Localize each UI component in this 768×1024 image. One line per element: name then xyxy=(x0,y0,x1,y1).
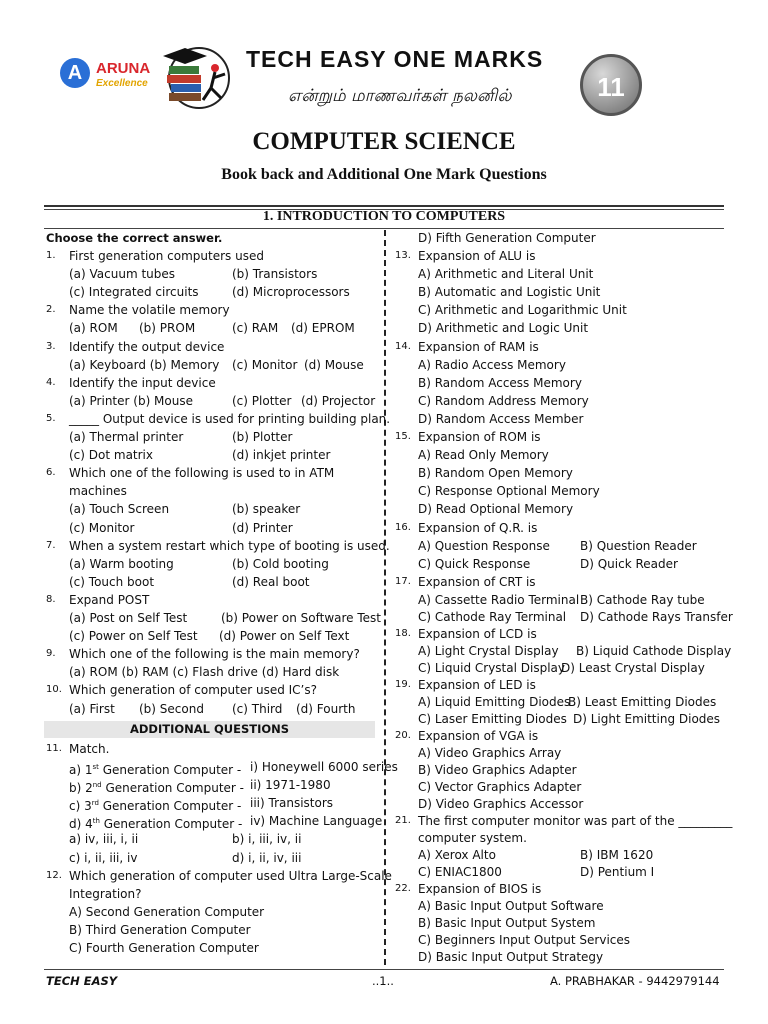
question-number: 19. xyxy=(395,678,411,690)
option: (c) Power on Self Test xyxy=(69,629,198,644)
option: (c) Monitor xyxy=(232,357,298,372)
ordinal-suffix: st xyxy=(92,763,99,772)
option: C) Cathode Ray Terminal xyxy=(418,609,567,624)
option: (a) Vacuum tubes xyxy=(69,267,176,282)
option: B) Random Open Memory xyxy=(418,466,573,481)
question-text: Which generation of computer used IC’s? xyxy=(69,683,317,698)
option: (a) Touch Screen xyxy=(69,502,170,517)
question-text: _____ Output device is used for printing building plan. xyxy=(69,411,391,426)
question xyxy=(395,573,725,591)
section-title: 1. INTRODUCTION TO COMPUTERS xyxy=(262,209,506,224)
footer-divider xyxy=(44,969,724,970)
option: D) Random Access Member xyxy=(418,411,584,426)
question xyxy=(46,464,376,482)
question-text: Name the volatile memory xyxy=(69,303,230,318)
question-number: 17. xyxy=(395,575,411,587)
question-number: 20. xyxy=(395,729,411,741)
question-text: Identify the input device xyxy=(69,375,216,390)
option: D) Fifth Generation Computer xyxy=(418,231,596,245)
option: D) Cathode Rays Transfer xyxy=(580,609,733,624)
match-suffix: Generation Computer - xyxy=(98,763,242,778)
question-number: 15. xyxy=(395,431,411,443)
option: A) Xerox Alto xyxy=(418,847,496,862)
ordinal-suffix: rd xyxy=(91,799,99,808)
question-text-cont: computer system. xyxy=(418,830,527,845)
option: A) Cassette Radio Terminal xyxy=(418,592,580,607)
question-number: 11. xyxy=(46,743,62,754)
left-column xyxy=(46,229,391,718)
option: B) Video Graphics Adapter xyxy=(418,762,577,777)
match-right: iv) Machine Language xyxy=(250,814,383,829)
logo-sub: Excellence xyxy=(96,78,148,89)
option: a) iv, iii, i, ii xyxy=(69,832,139,847)
question-text: Expansion of Q.R. is xyxy=(418,520,538,535)
option: (a) Printer (b) Mouse xyxy=(69,393,193,408)
question xyxy=(46,374,376,392)
option: (b) Transistors xyxy=(232,267,318,282)
option: B) Question Reader xyxy=(580,538,697,553)
header-divider xyxy=(44,205,724,207)
question-text: The first computer monitor was part of the _________ xyxy=(418,813,733,828)
question xyxy=(46,338,376,356)
option: A) Question Response xyxy=(418,538,550,553)
option: D) Basic Input Output Strategy xyxy=(418,949,604,964)
option: (c) RAM xyxy=(232,321,279,336)
option: (c) Third xyxy=(232,702,283,717)
option: c) i, ii, iii, iv xyxy=(69,850,138,865)
option: (b) Cold booting xyxy=(232,556,329,571)
option: (a) Keyboard (b) Memory xyxy=(69,357,220,372)
question-number: 4. xyxy=(46,376,56,388)
ordinal-suffix: nd xyxy=(92,781,102,790)
page-subtitle: Book back and Additional One Mark Questions xyxy=(221,166,547,183)
match-right: ii) 1971-1980 xyxy=(250,778,331,793)
column-divider xyxy=(384,230,386,965)
option: (d) Real boot xyxy=(232,574,310,589)
page-number: ..1.. xyxy=(372,974,394,988)
question-text: Expand POST xyxy=(69,592,150,607)
question xyxy=(46,247,376,265)
option: C) Vector Graphics Adapter xyxy=(418,779,582,794)
question xyxy=(46,301,376,319)
match-prefix: b) 2 xyxy=(69,781,93,796)
option: (a) First xyxy=(69,702,115,717)
option: (b) speaker xyxy=(232,502,301,517)
right-column xyxy=(395,229,733,965)
tamil-tagline: என்றும் மாணவர்கள் நலனில் xyxy=(288,86,512,106)
option: d) i, ii, iv, iii xyxy=(232,850,302,865)
question-number: 12. xyxy=(46,869,62,881)
question-text: First generation computers used xyxy=(69,249,264,264)
option: D) Pentium I xyxy=(580,864,655,879)
question-text: Expansion of ALU is xyxy=(418,249,536,264)
option: D) Quick Reader xyxy=(580,556,678,571)
option: (c) Touch boot xyxy=(69,574,155,589)
option: (d) Mouse xyxy=(304,357,364,372)
option: B) Cathode Ray tube xyxy=(580,592,705,607)
option: (a) ROM xyxy=(69,321,118,336)
question-text: Match. xyxy=(69,742,110,756)
option: (d) inkjet printer xyxy=(232,448,331,463)
question xyxy=(46,645,376,663)
option: b) i, iii, iv, ii xyxy=(232,832,302,847)
option: A) Read Only Memory xyxy=(418,448,549,463)
option: (b) Second xyxy=(139,702,204,717)
footer-left: TECH EASY xyxy=(46,974,118,988)
question-text: Expansion of ROM is xyxy=(418,430,541,445)
option: B) Least Emitting Diodes xyxy=(568,694,717,709)
option: (c) Dot matrix xyxy=(69,448,153,463)
question-number: 9. xyxy=(46,648,56,660)
option: (a) Warm booting xyxy=(69,556,174,571)
question xyxy=(395,727,725,744)
match-prefix: d) 4 xyxy=(69,817,93,832)
option: C) Liquid Crystal Display xyxy=(418,660,565,675)
question xyxy=(395,247,725,265)
question xyxy=(395,880,725,897)
question xyxy=(395,625,725,642)
question-text-cont: Integration? xyxy=(69,886,142,901)
question-text: Expansion of BIOS is xyxy=(418,881,542,896)
question-text: Identify the output device xyxy=(69,339,225,354)
option: A) Video Graphics Array xyxy=(418,745,562,760)
match-right: i) Honeywell 6000 series xyxy=(250,760,398,775)
question-number: 10. xyxy=(46,684,62,696)
match-suffix: Generation Computer - xyxy=(98,799,242,814)
question-number: 3. xyxy=(46,340,56,352)
logo-a-icon: A xyxy=(60,58,90,88)
option: B) Third Generation Computer xyxy=(69,922,251,937)
left-column-additional xyxy=(46,740,398,957)
question-number: 8. xyxy=(46,593,56,605)
instruction: Choose the correct answer. xyxy=(46,231,223,245)
option: D) Arithmetic and Logic Unit xyxy=(418,321,589,336)
option: A) Liquid Emitting Diodes xyxy=(418,694,571,709)
question-number: 5. xyxy=(46,412,56,424)
option: B) Basic Input Output System xyxy=(418,915,596,930)
question-text-cont: machines xyxy=(69,484,127,499)
question-text: When a system restart which type of booting is used. xyxy=(69,538,390,553)
option: (a) Thermal printer xyxy=(69,430,184,445)
question-number: 2. xyxy=(46,304,56,316)
question xyxy=(395,676,725,693)
question-number: 22. xyxy=(395,882,411,894)
question-text: Expansion of RAM is xyxy=(418,339,539,354)
option: B) IBM 1620 xyxy=(580,847,654,862)
option: C) Quick Response xyxy=(418,556,531,571)
option: C) Fourth Generation Computer xyxy=(69,941,259,956)
option: C) Response Optional Memory xyxy=(418,484,600,499)
option: D) Least Crystal Display xyxy=(561,660,705,675)
option: (d) Power on Self Text xyxy=(219,629,350,644)
question-number: 13. xyxy=(395,250,411,262)
option: D) Read Optional Memory xyxy=(418,502,574,517)
question xyxy=(395,338,725,356)
option: (a) ROM (b) RAM (c) Flash drive (d) Hard disk xyxy=(69,665,340,680)
option: C) Arithmetic and Logarithmic Unit xyxy=(418,303,627,318)
question xyxy=(46,740,376,758)
question-text: Which one of the following is used to in ATM xyxy=(69,466,335,481)
match-prefix: c) 3 xyxy=(69,799,92,814)
question-number: 14. xyxy=(395,340,411,352)
question-text: Which generation of computer used Ultra Large-Scale xyxy=(69,868,392,883)
question-text: Expansion of LCD is xyxy=(418,626,537,641)
question xyxy=(395,519,725,537)
question-number: 16. xyxy=(395,521,411,533)
option: (d) Printer xyxy=(232,520,293,535)
brand-title: TECH EASY ONE MARKS xyxy=(246,46,544,72)
grade-badge: 11 xyxy=(580,54,642,116)
option: (c) Monitor xyxy=(69,520,135,535)
option: (b) PROM xyxy=(139,321,196,336)
match-suffix: Generation Computer - xyxy=(99,817,243,832)
question xyxy=(395,428,725,446)
page-title: COMPUTER SCIENCE xyxy=(252,128,516,155)
question-number: 18. xyxy=(395,627,411,639)
option: (d) Microprocessors xyxy=(232,285,350,300)
option: (c) Plotter xyxy=(232,393,292,408)
option: (c) Integrated circuits xyxy=(69,285,199,300)
option: (b) Power on Software Test xyxy=(221,610,381,625)
question xyxy=(46,591,376,609)
option: A) Basic Input Output Software xyxy=(418,898,604,913)
question xyxy=(395,812,733,829)
question xyxy=(46,410,391,428)
option: C) Beginners Input Output Services xyxy=(418,932,631,947)
question-text: Which one of the following is the main memory? xyxy=(69,647,360,662)
question xyxy=(46,681,376,699)
option: A) Light Crystal Display xyxy=(418,643,559,658)
ordinal-suffix: th xyxy=(92,817,100,826)
footer-right: A. PRABHAKAR - 9442979144 xyxy=(550,974,720,988)
option: (b) Plotter xyxy=(232,430,293,445)
question xyxy=(46,537,390,555)
option: A) Arithmetic and Literal Unit xyxy=(418,267,594,282)
option: C) Laser Emitting Diodes xyxy=(418,711,567,726)
option: C) ENIAC1800 xyxy=(418,864,502,879)
option: A) Second Generation Computer xyxy=(69,904,265,919)
option: B) Automatic and Logistic Unit xyxy=(418,285,601,300)
option: B) Random Access Memory xyxy=(418,375,582,390)
option: A) Radio Access Memory xyxy=(418,357,566,372)
match-prefix: a) 1 xyxy=(69,763,93,778)
question-number: 21. xyxy=(395,814,411,826)
match-right: iii) Transistors xyxy=(250,796,334,811)
logo-name: ARUNA xyxy=(96,60,151,77)
option: (a) Post on Self Test xyxy=(69,610,188,625)
option: C) Random Address Memory xyxy=(418,393,589,408)
question-text: Expansion of CRT is xyxy=(418,574,536,589)
question-text: Expansion of LED is xyxy=(418,677,536,692)
question-number: 6. xyxy=(46,467,56,479)
additional-questions-header: ADDITIONAL QUESTIONS xyxy=(44,721,375,738)
match-suffix: Generation Computer - xyxy=(101,781,245,796)
question-text: Expansion of VGA is xyxy=(418,728,539,743)
option: (d) Fourth xyxy=(296,702,356,717)
question-number: 1. xyxy=(46,250,56,262)
question-number: 7. xyxy=(46,539,56,551)
books-graduate-icon xyxy=(155,44,235,116)
option: D) Light Emitting Diodes xyxy=(573,711,721,726)
option: (d) Projector xyxy=(301,393,376,408)
option: D) Video Graphics Accessor xyxy=(418,796,584,811)
question xyxy=(46,867,392,885)
option: B) Liquid Cathode Display xyxy=(576,643,732,658)
option: (d) EPROM xyxy=(291,321,355,336)
